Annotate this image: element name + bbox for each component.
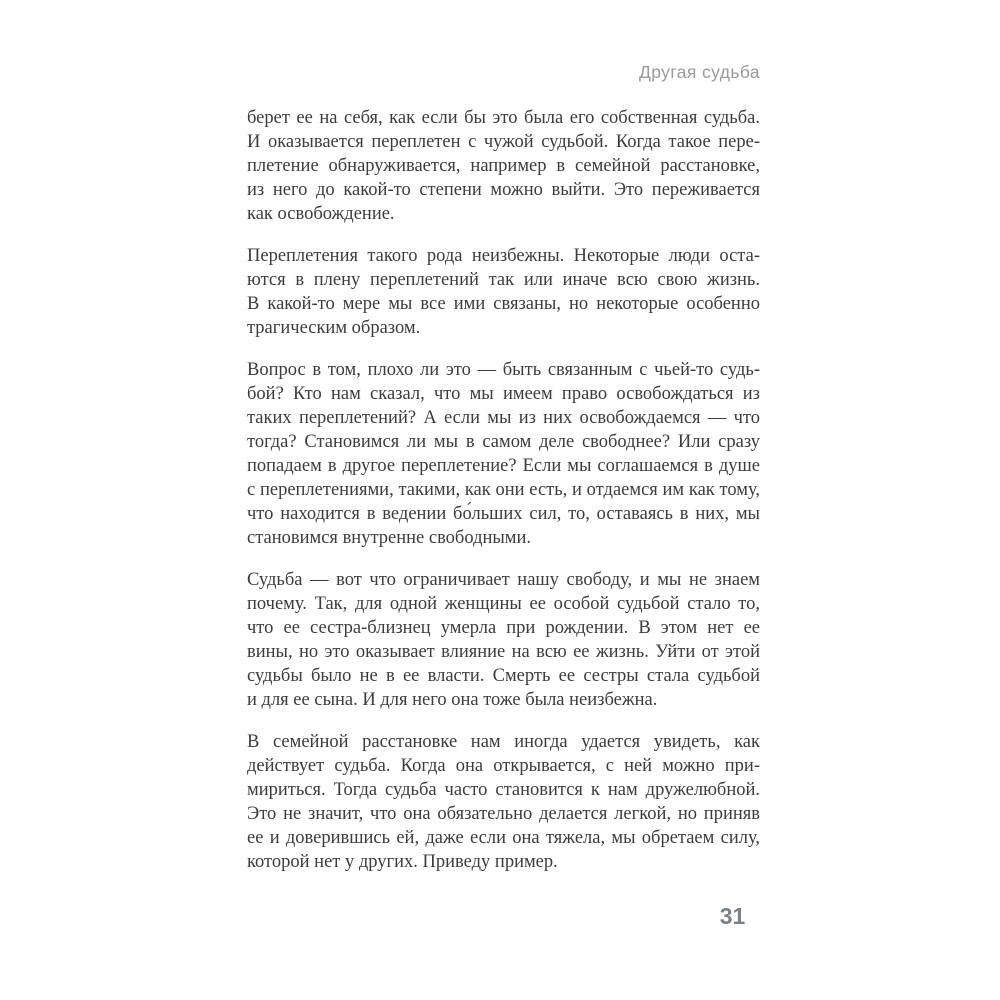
text-line: ее и доверившись ей, даже если она тяжела, мы обретаем силу, [247, 828, 760, 848]
text-line: что ее сестра-близнец умерла при рождении. В этом нет ее [247, 618, 760, 638]
running-header: Другая судьба [638, 62, 760, 82]
paragraph [247, 730, 760, 874]
text-line: и для ее сына. И для него она тоже была неизбежна. [247, 690, 658, 710]
text-line: что находится в ведении бо́льших сил, то, оставаясь в них, мы [247, 504, 760, 524]
text-line: становимся внутренне свободными. [247, 528, 532, 548]
text-line: с переплетениями, такими, как они есть, и отдаемся им как тому, [247, 480, 760, 500]
text-line: почему. Так, для одной женщины ее особой судьбой стало то, [247, 594, 760, 614]
text-line: берет ее на себя, как если бы это была его собственная судьба. [247, 108, 760, 128]
paragraph [247, 568, 760, 712]
text-line: Вопрос в том, плохо ли это — быть связанным с чьей-то судь- [247, 360, 760, 380]
text-line: судьбы было не в ее власти. Смерть ее сестры стала судьбой [247, 666, 760, 686]
page-number: 31 [719, 903, 746, 929]
text-line: плетение обнаруживается, например в семейной расстановке, [247, 156, 760, 176]
text-line: таких переплетений? А если мы из них освобождаемся — что [247, 408, 760, 428]
paragraph [247, 244, 760, 340]
text-line: как освобождение. [247, 204, 395, 224]
text-line: вины, но это оказывает влияние на всю ее жизнь. Уйти от этой [247, 642, 760, 662]
text-line: трагическим образом. [247, 318, 421, 338]
text-line: попадаем в другое переплетение? Если мы соглашаемся в душе [247, 456, 760, 476]
text-line: Переплетения такого рода неизбежны. Некоторые люди оста- [247, 246, 760, 266]
text-line: В семейной расстановке нам иногда удается увидеть, как [247, 732, 760, 752]
text-line: ются в плену переплетений так или иначе всю свою жизнь. [247, 270, 760, 290]
text-line: которой нет у других. Приведу пример. [247, 852, 558, 872]
text-line: Это не значит, что она обязательно делается легкой, но приняв [247, 804, 760, 824]
paragraph [247, 358, 760, 550]
text-line: тогда? Становимся ли мы в самом деле свободнее? Или сразу [247, 432, 760, 452]
text-line: действует судьба. Когда она открывается, с ней можно при- [247, 756, 760, 776]
text-line: бой? Кто нам сказал, что мы имеем право освобождаться из [247, 384, 760, 404]
body-text [247, 106, 760, 892]
text-line: И оказывается переплетен с чужой судьбой. Когда такое пере- [247, 132, 760, 152]
text-line: мириться. Тогда судьба часто становится к нам дружелюбной. [247, 780, 760, 800]
text-line: В какой-то мере мы все ими связаны, но некоторые особенно [247, 294, 760, 314]
paragraph [247, 106, 760, 226]
text-line: Судьба — вот что ограничивает нашу свободу, и мы не знаем [247, 570, 760, 590]
text-line: из него до какой-то степени можно выйти. Это переживается [247, 180, 760, 200]
